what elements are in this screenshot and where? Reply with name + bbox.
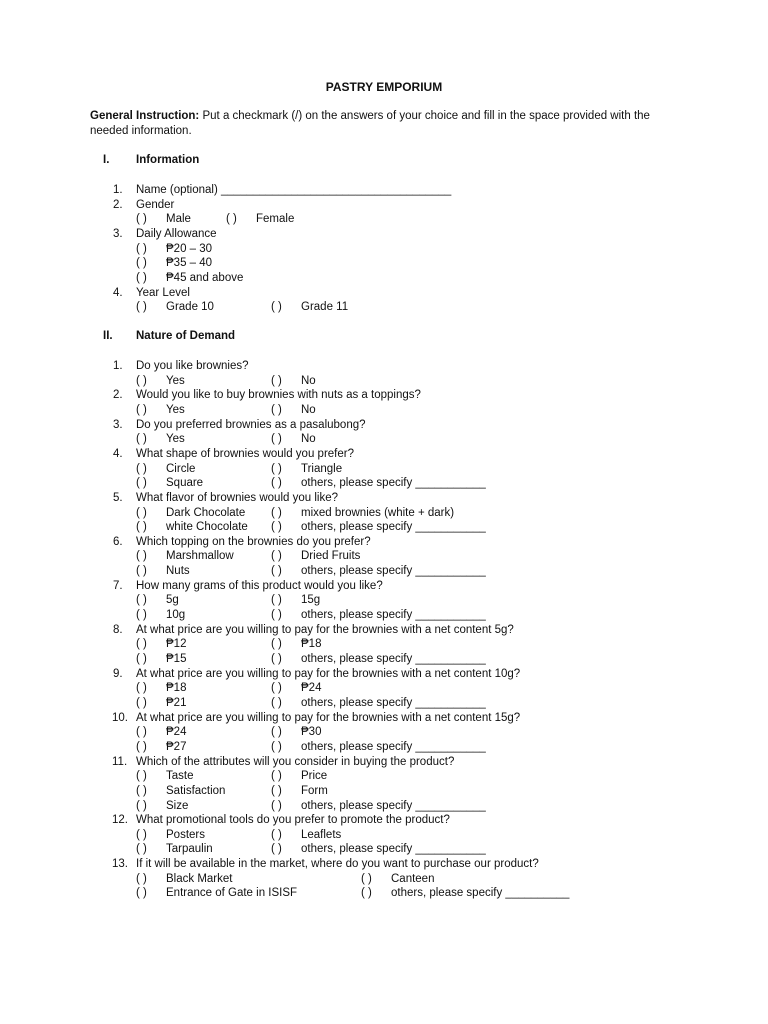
demand-q7-option[interactable]	[136, 593, 179, 608]
demand-q11-option[interactable]	[136, 769, 194, 784]
checkbox-blank[interactable]: ( )	[271, 521, 282, 534]
demand-q12-text: What promotional tools do you prefer to promote the product?	[136, 814, 450, 827]
demand-q11-option[interactable]	[271, 799, 486, 814]
demand-q4-option[interactable]	[271, 476, 486, 491]
option-label: Triangle	[301, 462, 343, 475]
checkbox-blank[interactable]: ( )	[271, 374, 282, 387]
demand-q1-text: Do you like brownies?	[136, 360, 249, 372]
demand-q2-option[interactable]	[271, 403, 316, 418]
checkbox-blank[interactable]: ( )	[271, 477, 282, 490]
option-label: Square	[166, 477, 204, 490]
checkbox-blank[interactable]: ( )	[136, 653, 147, 665]
option-label: ₱21	[166, 696, 187, 709]
demand-q6-option[interactable]	[271, 564, 486, 579]
checkbox-blank[interactable]: ( )	[136, 550, 147, 563]
option-label: 10g	[166, 609, 186, 622]
option-label: Leaflets	[301, 828, 342, 841]
demand-q7-option[interactable]	[271, 608, 486, 623]
demand-q10-option[interactable]	[271, 725, 321, 740]
demand-q2-option[interactable]	[136, 403, 185, 418]
demand-q4-text: What shape of brownies would you prefer?	[136, 447, 354, 460]
document-title: PASTRY EMPORIUM	[325, 80, 443, 94]
checkbox-blank[interactable]: ( )	[271, 682, 282, 695]
option-label: No	[301, 374, 316, 387]
option-label: Grade 10	[166, 301, 214, 314]
checkbox-blank[interactable]: ( )	[136, 799, 147, 812]
option-label: Yes	[166, 403, 185, 416]
checkbox-blank[interactable]: ( )	[136, 521, 147, 534]
demand-q10-option[interactable]	[136, 740, 186, 755]
checkbox-blank[interactable]: ( )	[136, 462, 147, 475]
checkbox-blank[interactable]: ( )	[136, 271, 147, 284]
option-label: Yes	[166, 374, 185, 387]
checkbox-blank[interactable]: ( )	[136, 301, 147, 314]
demand-q9-number: 9.	[113, 667, 123, 680]
demand-q9-option[interactable]	[271, 696, 486, 711]
demand-q5-option[interactable]	[136, 506, 245, 521]
checkbox-blank[interactable]: ( )	[136, 828, 147, 841]
checkbox-blank[interactable]: ( )	[136, 682, 147, 695]
demand-q3-number: 3.	[113, 418, 123, 431]
option-label: ₱27	[166, 740, 187, 753]
option-label: others, please specify ___________	[301, 653, 486, 665]
option-label: Tarpaulin	[166, 843, 213, 856]
demand-q4-option[interactable]	[136, 462, 195, 477]
demand-q11-option[interactable]	[136, 784, 225, 799]
option-label: ₱20 – 30	[166, 242, 213, 255]
info-q3-option[interactable]	[136, 271, 243, 286]
demand-q8-number: 8.	[113, 623, 123, 636]
info-q1-number: 1.	[113, 184, 123, 196]
checkbox-blank[interactable]: ( )	[136, 374, 147, 387]
option-label: Grade 11	[301, 301, 349, 314]
checkbox-blank[interactable]: ( )	[136, 726, 147, 739]
checkbox-blank[interactable]: ( )	[271, 550, 282, 563]
section-1-number: I.	[103, 154, 110, 166]
option-label: others, please specify ___________	[301, 799, 486, 812]
demand-q11-option[interactable]	[271, 769, 327, 784]
option-label: ₱35 – 40	[166, 257, 213, 270]
option-label: ₱45 and above	[166, 271, 244, 284]
demand-q11-text: Which of the attributes will you consider in buying the product?	[136, 755, 455, 768]
option-label: Marshmallow	[166, 550, 234, 563]
checkbox-blank[interactable]: ( )	[361, 887, 372, 900]
checkbox-blank[interactable]: ( )	[271, 726, 282, 739]
section-2-heading	[103, 330, 235, 342]
demand-q8-option[interactable]	[136, 652, 186, 667]
demand-q13-text: If it will be available in the market, where do you want to purchase our product?	[136, 858, 539, 871]
demand-q6-number: 6.	[113, 535, 123, 548]
demand-q13-option[interactable]	[361, 886, 569, 901]
option-label: others, please specify ___________	[301, 696, 486, 709]
demand-q5-number: 5.	[113, 491, 123, 504]
checkbox-blank[interactable]: ( )	[136, 403, 147, 416]
demand-q12-option[interactable]	[136, 828, 205, 843]
option-label: mixed brownies (white + dark)	[301, 506, 455, 519]
option-label: Size	[166, 799, 189, 812]
checkbox-blank[interactable]: ( )	[136, 887, 147, 900]
checkbox-blank[interactable]: ( )	[271, 462, 282, 475]
option-label: others, please specify __________	[391, 887, 570, 900]
info-q2-option[interactable]	[136, 212, 191, 227]
demand-q8-option[interactable]	[271, 652, 486, 667]
general-instruction	[90, 109, 690, 139]
demand-q7-option[interactable]	[271, 593, 320, 608]
checkbox-blank[interactable]: ( )	[136, 638, 147, 651]
option-label: No	[301, 433, 316, 446]
checkbox-blank[interactable]: ( )	[136, 696, 147, 709]
checkbox-blank[interactable]: ( )	[136, 843, 147, 856]
checkbox-blank[interactable]: ( )	[136, 609, 147, 622]
info-q4-number: 4.	[113, 286, 123, 299]
demand-q9-option[interactable]	[271, 681, 321, 696]
demand-q6-option[interactable]	[136, 564, 190, 579]
demand-q12-option[interactable]	[271, 828, 341, 843]
demand-q3-option[interactable]	[136, 432, 185, 447]
demand-q10-option[interactable]	[271, 740, 486, 755]
demand-q4-number: 4.	[113, 447, 123, 460]
checkbox-blank[interactable]: ( )	[271, 506, 282, 519]
demand-q9-option[interactable]	[136, 696, 186, 711]
option-label: Posters	[166, 828, 205, 841]
option-label: Male	[166, 213, 191, 226]
checkbox-blank[interactable]: ( )	[271, 784, 282, 797]
checkbox-blank[interactable]: ( )	[136, 506, 147, 519]
demand-q6-option[interactable]	[271, 549, 360, 564]
demand-q1-option[interactable]	[136, 374, 185, 389]
option-label: others, please specify ___________	[301, 740, 486, 753]
demand-q6-text: Which topping on the brownies do you prefer?	[136, 535, 371, 548]
option-label: Dark Chocolate	[166, 506, 246, 519]
checkbox-blank[interactable]: ( )	[271, 696, 282, 709]
section-2-number: II.	[103, 330, 113, 342]
demand-q2-text: Would you like to buy brownies with nuts as a toppings?	[136, 389, 421, 402]
option-label: Form	[301, 784, 328, 797]
demand-q5-text: What flavor of brownies would you like?	[136, 491, 338, 504]
demand-q5-option[interactable]	[136, 520, 248, 535]
checkbox-blank[interactable]: ( )	[271, 799, 282, 812]
info-q2-option[interactable]	[226, 212, 294, 227]
demand-q11-option[interactable]	[271, 784, 328, 799]
info-q3-text: Daily Allowance	[136, 227, 217, 240]
section-1-title: Information	[136, 154, 200, 166]
checkbox-blank[interactable]: ( )	[271, 594, 282, 607]
option-label: ₱18	[166, 682, 187, 695]
option-label: Taste	[166, 770, 194, 783]
option-label: No	[301, 403, 316, 416]
option-label: others, please specify ___________	[301, 565, 486, 578]
demand-q13-option[interactable]	[361, 872, 434, 887]
checkbox-blank[interactable]: ( )	[226, 213, 237, 226]
option-label: 15g	[301, 594, 321, 607]
demand-q3-option[interactable]	[271, 432, 316, 447]
demand-q10-option[interactable]	[136, 725, 186, 740]
checkbox-blank[interactable]: ( )	[271, 828, 282, 841]
demand-q6-option[interactable]	[136, 549, 234, 564]
info-q4-text: Year Level	[136, 286, 190, 299]
section-2-title: Nature of Demand	[136, 330, 236, 342]
demand-q7-option[interactable]	[136, 608, 185, 623]
option-label: ₱18	[301, 638, 322, 651]
option-label: others, please specify ___________	[301, 521, 486, 534]
info-q4-option[interactable]	[136, 300, 214, 315]
checkbox-blank[interactable]: ( )	[136, 213, 147, 226]
option-label: ₱24	[301, 682, 322, 695]
checkbox-blank[interactable]: ( )	[271, 609, 282, 622]
option-label: white Chocolate	[166, 521, 248, 534]
section-1-heading	[103, 154, 199, 166]
option-label: others, please specify ___________	[301, 609, 486, 622]
demand-q5-option[interactable]	[271, 506, 454, 521]
checkbox-blank[interactable]: ( )	[271, 565, 282, 578]
instruction-label: General Instruction:	[90, 110, 200, 122]
demand-q12-number: 12.	[112, 814, 128, 827]
option-label: Dried Fruits	[301, 550, 361, 563]
demand-q11-number: 11.	[112, 755, 128, 768]
info-q2-text: Gender	[136, 198, 175, 211]
demand-q8-option[interactable]	[136, 637, 186, 652]
checkbox-blank[interactable]: ( )	[136, 740, 147, 753]
demand-q11-option[interactable]	[136, 799, 188, 814]
checkbox-blank[interactable]: ( )	[271, 843, 282, 856]
info-q3-option[interactable]	[136, 242, 212, 257]
option-label: others, please specify ___________	[301, 477, 486, 490]
option-label: ₱15	[166, 653, 187, 665]
demand-q8-text: At what price are you willing to pay for the brownies with a net content 5g?	[136, 623, 514, 636]
checkbox-blank[interactable]: ( )	[136, 257, 147, 270]
info-q3-number: 3.	[113, 227, 123, 240]
option-label: Black Market	[166, 872, 233, 885]
info-q4-option[interactable]	[271, 300, 348, 315]
demand-q4-option[interactable]	[136, 476, 203, 491]
checkbox-blank[interactable]: ( )	[136, 242, 147, 255]
option-label: Satisfaction	[166, 784, 226, 797]
checkbox-blank[interactable]: ( )	[136, 784, 147, 797]
option-label: ₱30	[301, 726, 322, 739]
demand-q2-number: 2.	[113, 389, 123, 402]
demand-q8-option[interactable]	[271, 637, 321, 652]
checkbox-blank[interactable]: ( )	[271, 433, 282, 446]
demand-q7-text: How many grams of this product would you like?	[136, 579, 383, 592]
demand-q13-number: 13.	[112, 858, 128, 871]
demand-q9-option[interactable]	[136, 681, 186, 696]
info-q3-option[interactable]	[136, 256, 212, 271]
demand-q1-number: 1.	[113, 360, 123, 372]
demand-q12-option[interactable]	[136, 842, 213, 857]
checkbox-blank[interactable]: ( )	[271, 638, 282, 651]
option-label: Yes	[166, 433, 185, 446]
demand-q10-text: At what price are you willing to pay for the brownies with a net content 15g?	[136, 711, 521, 724]
demand-q4-option[interactable]	[271, 462, 342, 477]
option-label: others, please specify ___________	[301, 843, 486, 856]
option-label: ₱24	[166, 726, 187, 739]
checkbox-blank[interactable]: ( )	[136, 565, 147, 578]
option-label: ₱12	[166, 638, 187, 651]
demand-q3-text: Do you preferred brownies as a pasalubong?	[136, 418, 366, 431]
demand-q13-option[interactable]	[136, 872, 232, 887]
info-q2-number: 2.	[113, 198, 123, 211]
checkbox-blank[interactable]: ( )	[136, 477, 147, 490]
option-label: Price	[301, 770, 328, 783]
checkbox-blank[interactable]: ( )	[136, 872, 147, 885]
checkbox-blank[interactable]: ( )	[271, 770, 282, 783]
checkbox-blank[interactable]: ( )	[271, 653, 282, 665]
demand-q9-text: At what price are you willing to pay for the brownies with a net content 10g?	[136, 667, 521, 680]
checkbox-blank[interactable]: ( )	[361, 872, 372, 885]
checkbox-blank[interactable]: ( )	[271, 740, 282, 753]
option-label: Circle	[166, 462, 196, 475]
demand-q7-number: 7.	[113, 579, 123, 592]
demand-q12-option[interactable]	[271, 842, 486, 857]
option-label: 5g	[166, 594, 179, 607]
option-label: Nuts	[166, 565, 190, 578]
checkbox-blank[interactable]: ( )	[136, 594, 147, 607]
demand-q1-option[interactable]	[271, 374, 316, 389]
instruction-text: Put a checkmark (/) on the answers of your choice and fill in the space provided with the needed information.	[90, 110, 650, 137]
checkbox-blank[interactable]: ( )	[136, 433, 147, 446]
option-label: Canteen	[391, 872, 435, 885]
option-label: Female	[256, 213, 295, 226]
info-q1-text: Name (optional) ____________________________________	[136, 184, 452, 196]
demand-q13-option[interactable]	[136, 886, 297, 901]
demand-q5-option[interactable]	[271, 520, 486, 535]
checkbox-blank[interactable]: ( )	[271, 301, 282, 314]
checkbox-blank[interactable]: ( )	[271, 403, 282, 416]
option-label: Entrance of Gate in ISISF	[166, 887, 298, 900]
checkbox-blank[interactable]: ( )	[136, 770, 147, 783]
demand-q10-number: 10.	[112, 711, 128, 724]
